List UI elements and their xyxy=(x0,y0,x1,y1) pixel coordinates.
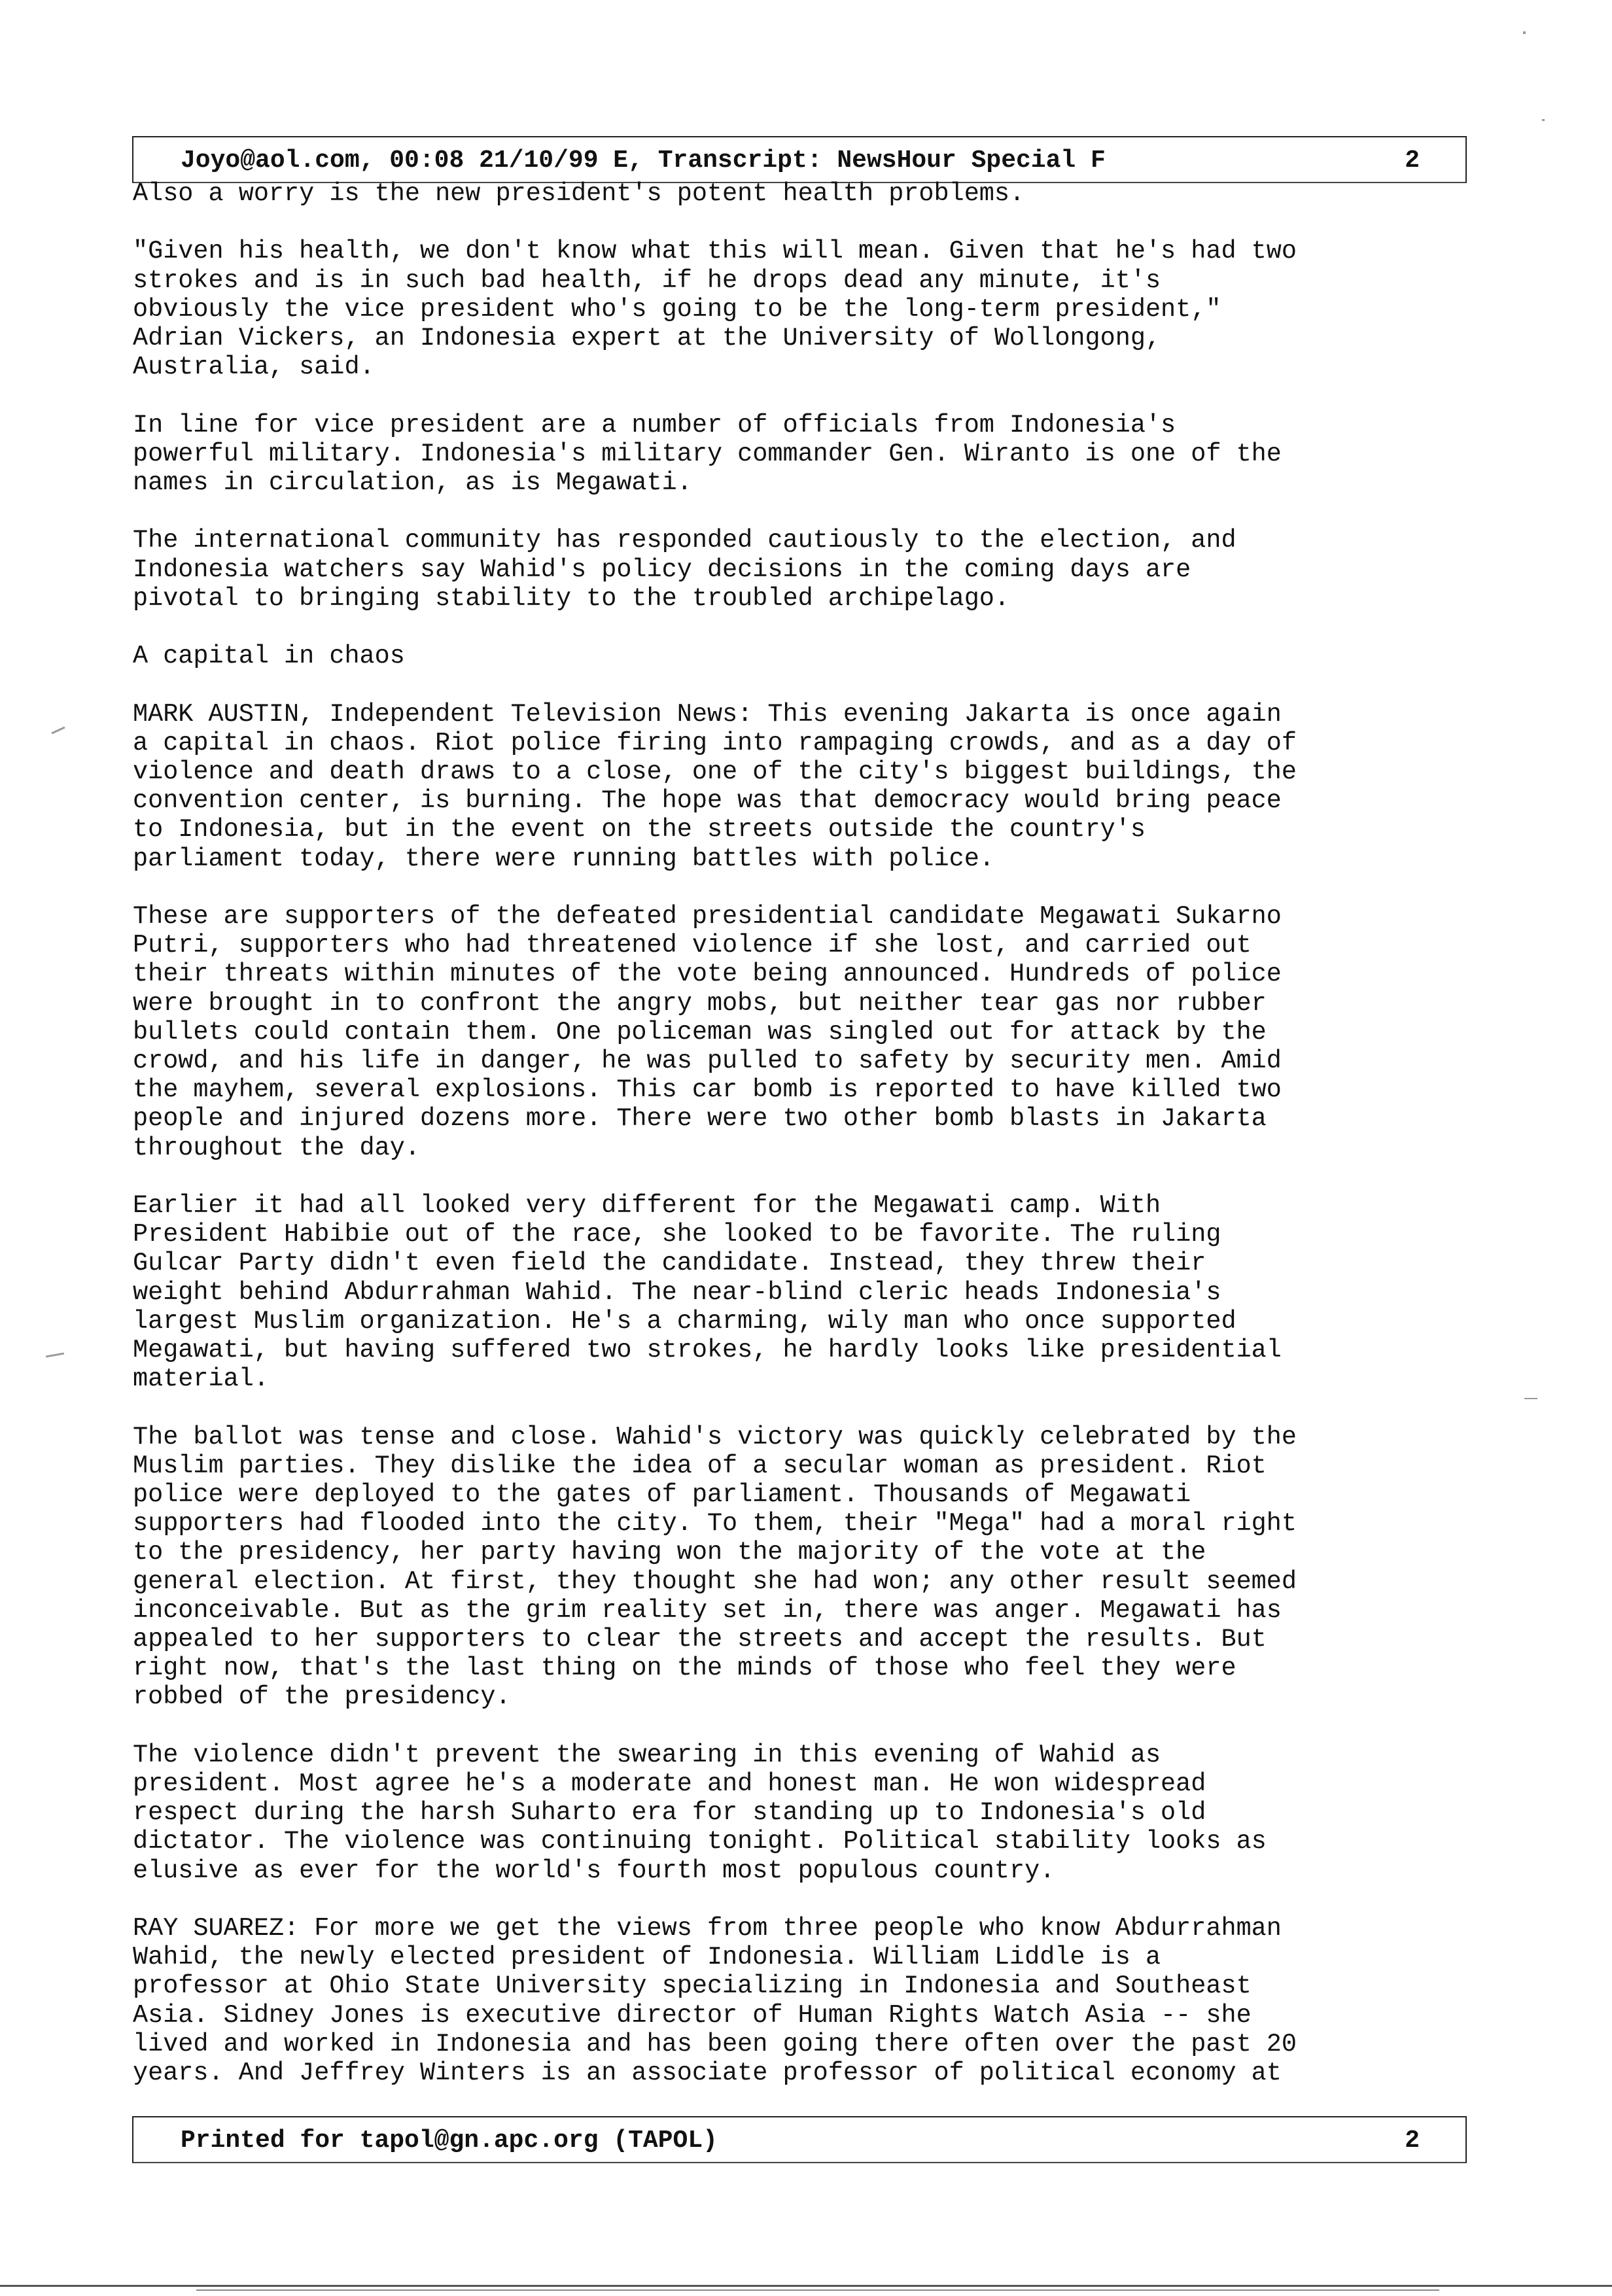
paragraph: The international community has responded cautiously to the election, and Indonesia watchers say Wahid's policy decisions in the coming days are pivotal to bringing stability to the troubled archipelago. xyxy=(133,526,1236,613)
footer-text: Printed for tapol@gn.apc.org (TAPOL) xyxy=(181,2127,718,2155)
scan-edge-line xyxy=(0,2285,1612,2287)
scan-edge-line xyxy=(196,2289,1439,2291)
paragraph: The violence didn't prevent the swearing in this evening of Wahid as president. Most agree he's a moderate and honest man. He won widespread respect during the harsh Suharto era for standing up to Indonesia's old dictator. The violence was continuing tonight. Political stability looks as elusive as ever for the world's fourth most populous country. xyxy=(133,1740,1267,1885)
scan-mark xyxy=(1524,1398,1537,1399)
paragraph: "Given his health, we don't know what this will mean. Given that he's had two strokes and is in such bad health, if he drops dead any minute, it's obviously the vice president who's going to be the long-term president," Adrian Vickers, an Indonesia expert at the University of Wollongong, Australia, said. xyxy=(133,237,1297,382)
scan-mark xyxy=(46,1353,64,1358)
header-text: Joyo@aol.com, 00:08 21/10/99 E, Transcript: NewsHour Special F xyxy=(181,147,1106,175)
scan-mark xyxy=(1523,31,1526,34)
page-header xyxy=(132,136,1467,183)
paragraph: Earlier it had all looked very different for the Megawati camp. With President Habibie out of the race, she looked to be favorite. The ruling Gulcar Party didn't even field the candidate. Instead, they threw their weight behind Abdurrahman Wahid. The near-blind cleric heads Indonesia's largest Muslim organization. He's a charming, wily man who once supported Megawati, but having suffered two strokes, he hardly looks like presidential material. xyxy=(133,1191,1282,1394)
header-page-number: 2 xyxy=(1405,147,1420,175)
paragraph: MARK AUSTIN, Independent Television News: This evening Jakarta is once again a capital in chaos. Riot police firing into rampaging crowds, and as a day of violence and death draws to a close, one of the city's biggest buildings, the convention center, is burning. The hope was that democracy would bring peace to Indonesia, but in the event on the streets outside the country's parliament today, there were running battles with police. xyxy=(133,699,1297,873)
paragraph: Also a worry is the new president's potent health problems. xyxy=(133,179,1025,208)
paragraph: In line for vice president are a number of officials from Indonesia's powerful military. Indonesia's military commander Gen. Wiranto is one of the names in circulation, as is Megawati. xyxy=(133,410,1282,497)
paragraph: These are supporters of the defeated presidential candidate Megawati Sukarno Putri, supporters who had threatened violence if she lost, and carried out their threats within minutes of the vote being announced. Hundreds of police were brought in to confront the angry mobs, but neither tear gas nor rubber bullets could contain them. One policeman was singled out for attack by the crowd, and his life in danger, he was pulled to safety by security men. Amid the mayhem, several explosions. This car bomb is reported to have killed two people and injured dozens more. There were two other bomb blasts in Jakarta throughout the day. xyxy=(133,901,1282,1162)
scan-mark xyxy=(1542,119,1545,121)
footer-page-number: 2 xyxy=(1405,2127,1420,2155)
transcript-body xyxy=(133,179,1467,2116)
page-footer xyxy=(132,2116,1467,2163)
paragraph: The ballot was tense and close. Wahid's victory was quickly celebrated by the Muslim parties. They dislike the idea of a secular woman as president. Riot police were deployed to the gates of parliament. Thousands of Megawati supporters had flooded into the city. To them, their "Mega" had a moral right to the presidency, her party having won the majority of the vote at the general election. At first, they thought she had won; any other result seemed inconceivable. But as the grim reality set in, there was anger. Megawati has appealed to her supporters to clear the streets and accept the results. But right now, that's the last thing on the minds of those who feel they were robbed of the presidency. xyxy=(133,1422,1297,1712)
paragraph: RAY SUAREZ: For more we get the views from three people who know Abdurrahman Wahid, the newly elected president of Indonesia. William Liddle is a professor at Ohio State University specializing in Indonesia and Southeast Asia. Sidney Jones is executive director of Human Rights Watch Asia -- she lived and worked in Indonesia and has been going there often over the past 20 years. And Jeffrey Winters is an associate professor of political economy at xyxy=(133,1914,1297,2088)
section-heading: A capital in chaos xyxy=(133,642,405,671)
scan-mark xyxy=(51,726,65,734)
